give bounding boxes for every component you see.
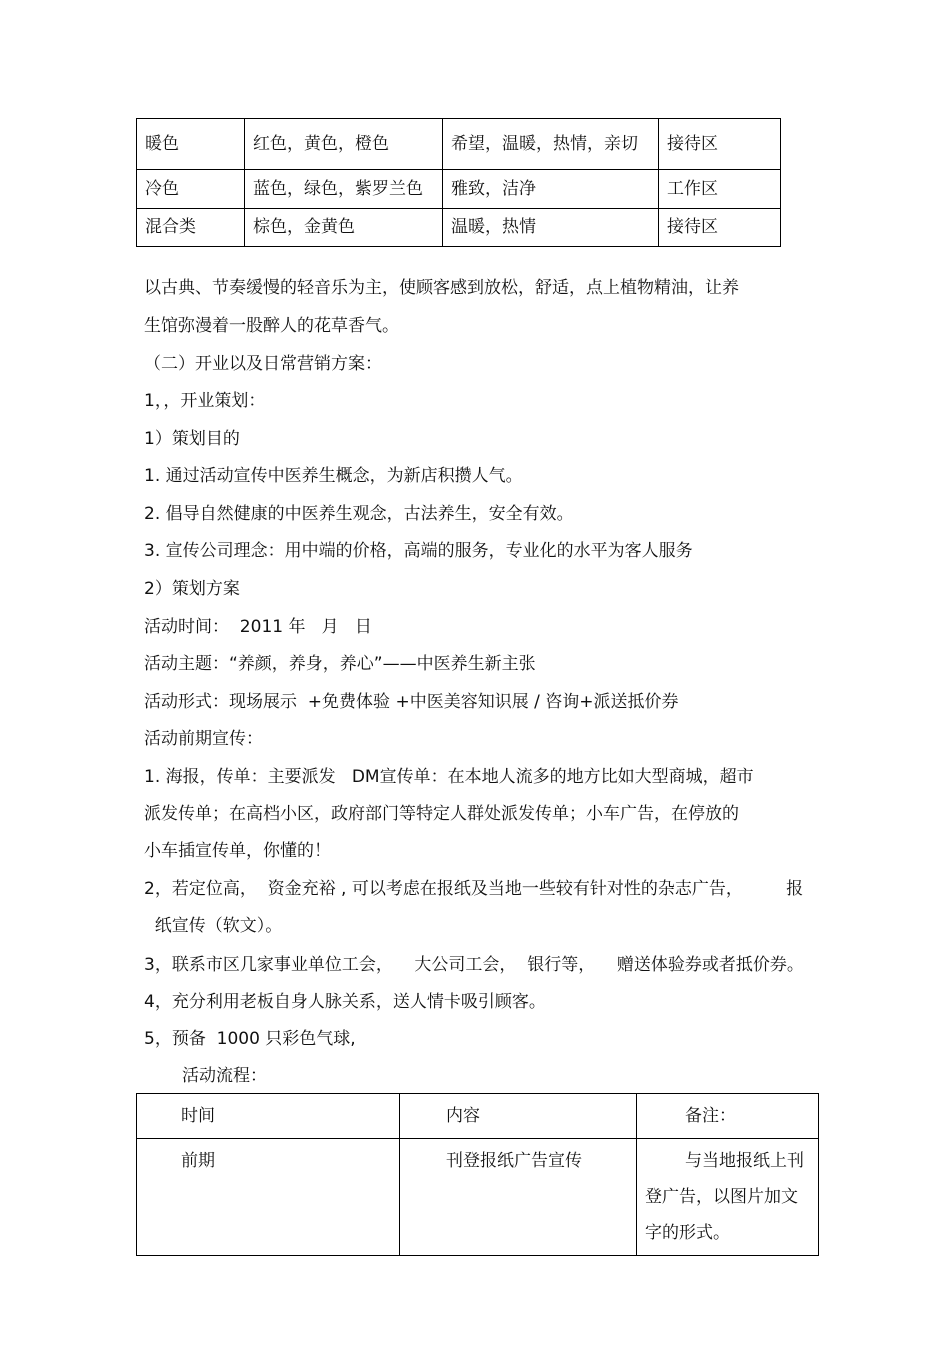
paragraph-line: 活动时间： 2011 年 月 日 [144,617,372,637]
flow-title: 活动流程： [182,1066,267,1086]
table-cell: 接待区 [659,209,781,247]
table-row [137,1139,819,1256]
paragraph-line: 3. 宣传公司理念：用中端的价格，高端的服务，专业化的水平为客人服务 [144,541,693,561]
item-heading: 1，，开业策划： [144,391,266,411]
table-row [137,209,781,247]
table-cell: 混合类 [137,209,245,247]
section-heading: （二）开业以及日常营销方案： [144,354,382,374]
color-table [136,118,781,247]
table-cell: 温暖，热情 [443,209,659,247]
table-cell: 暖色 [137,119,245,170]
sub-heading: 1）策划目的 [144,429,240,449]
table-row [137,119,781,170]
table-row [137,170,781,209]
table-cell: 工作区 [659,170,781,209]
paragraph-line: 活动主题：“养颜，养身，养心”——中医养生新主张 [144,654,536,674]
paragraph-line: 1. 通过活动宣传中医养生概念，为新店积攒人气。 [144,466,523,486]
table-header-cell: 内容 [400,1094,637,1139]
table-header-cell: 备注： [637,1094,819,1139]
flow-table [136,1093,819,1256]
sub-heading: 2）策划方案 [144,579,240,599]
paragraph-line: 小车插宣传单，你懂的！ [144,841,331,861]
table-cell: 冷色 [137,170,245,209]
table-cell: 希望，温暖，热情，亲切 [443,119,659,170]
table-header-cell: 时间 [137,1094,400,1139]
paragraph-line: 2. 倡导自然健康的中医养生观念，古法养生，安全有效。 [144,504,574,524]
table-cell: 前期 [137,1139,400,1256]
table-cell: 蓝色，绿色，紫罗兰色 [245,170,443,209]
paragraph-line: 活动形式：现场展示 +免费体验 +中医美容知识展 / 咨询+派送抵价券 [144,692,679,712]
paragraph-line: 以古典、节奏缓慢的轻音乐为主，使顾客感到放松，舒适，点上植物精油，让养 [144,278,739,298]
table-cell: 红色，黄色，橙色 [245,119,443,170]
paragraph-line: 1. 海报，传单：主要派发 DM宣传单：在本地人流多的地方比如大型商城，超市 [144,767,754,787]
table-cell: 雅致，洁净 [443,170,659,209]
table-cell: 刊登报纸广告宣传 [400,1139,637,1256]
paragraph-line: 2，若定位高， 资金充裕 , 可以考虑在报纸及当地一些较有针对性的杂志广告， 报 [144,879,804,899]
table-cell: 棕色，金黄色 [245,209,443,247]
paragraph-line: 5，预备 1000 只彩色气球, [144,1029,356,1049]
paragraph-line: 派发传单；在高档小区，政府部门等特定人群处派发传单；小车广告，在停放的 [144,804,739,824]
table-header-row [137,1094,819,1139]
paragraph-line: 3，联系市区几家事业单位工会， 大公司工会， 银行等， 赠送体验券或者抵价券。 [144,955,804,975]
paragraph-line: 生馆弥漫着一股醉人的花草香气。 [144,316,399,336]
paragraph-line: 纸宣传（软文）。 [144,916,283,936]
table-cell: 接待区 [659,119,781,170]
paragraph-line: 活动前期宣传： [144,729,263,749]
paragraph-line: 4，充分利用老板自身人脉关系，送人情卡吸引顾客。 [144,992,546,1012]
table-cell: 与当地报纸上刊登广告，以图片加文字的形式。 [637,1139,819,1256]
